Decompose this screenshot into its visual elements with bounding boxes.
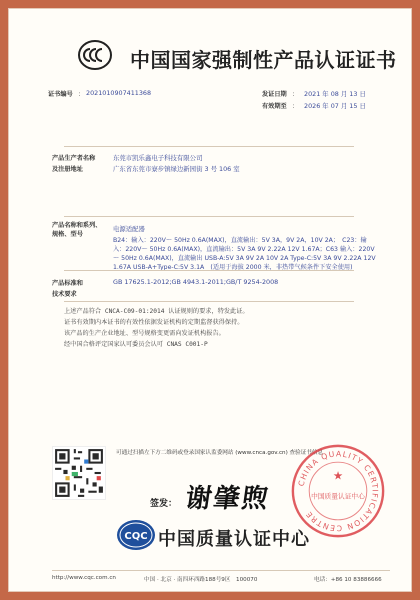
separator-line <box>64 216 354 217</box>
footer-address: 中国 · 北京 · 南四环西路188号9区 100070 <box>144 577 258 583</box>
seal-ring-text: CHINA QUALITY CERTIFICATION CENTRE <box>296 449 380 533</box>
standard-label-line2: 技术要求 <box>52 291 77 298</box>
footer-website[interactable]: http://www.cqc.com.cn <box>52 575 116 581</box>
note-line: 经中国合格评定国家认可委员会认可 CNAS C001-P <box>64 341 208 348</box>
note-line: 证书有效期内本证书的有效性依据发证机构的定期监督获得保持。 <box>64 319 244 326</box>
verify-text: 可通过扫描左下方二维码或登录国家认监委网站 (www.cnca.gov.cn) 查验证书信息 <box>116 450 324 456</box>
cert-no-value: 2021010907411368 <box>86 89 152 97</box>
signature-label: 签发： <box>150 499 178 509</box>
cqc-logo-icon <box>116 518 156 552</box>
seal-inner-text: 中国质量认证中心 <box>311 492 365 501</box>
note-line: 该产品的生产企业地址、型号规格变更需向发证机构报告。 <box>64 330 225 337</box>
signature: 谢肇煦 <box>183 484 272 514</box>
note-line: 上述产品符合 CNCA-C09-01:2014 认证规则的要求，特发此证。 <box>64 308 249 315</box>
footer-phone: 电话：+86 10 83886666 <box>314 577 382 583</box>
issue-date-label: 发证日期 <box>262 91 287 98</box>
certificate-paper <box>8 8 412 592</box>
qr-code-icon[interactable] <box>52 446 106 500</box>
separator-line <box>64 270 354 271</box>
product-name-value: 电源适配器 <box>113 225 145 233</box>
issue-date-colon: ： <box>292 91 299 98</box>
certificate-title: 中国国家强制性产品认证证书 <box>130 48 397 72</box>
separator-line <box>64 301 354 302</box>
product-label-line1: 产品名称和系列、 <box>52 222 102 229</box>
product-label-line2: 规格、型号 <box>52 231 83 238</box>
ccc-logo-icon <box>78 40 112 70</box>
address-label: 及注册地址 <box>52 166 83 173</box>
expire-date-value: 2026 年 07 月 15 日 <box>304 102 366 110</box>
org-name: 中国质量认证中心 <box>158 529 310 550</box>
cert-no-label: 证书编号 <box>48 91 73 98</box>
product-spec-description: B24：输入：220V～ 50Hz 0.6A(MAX)，直流输出：5V 3A，9V 2A，10V 2A； C23：输入：220V～ 50Hz 0.6A(MAX)，直流输出：5V 3A 9V 2.22A 12V 1.67A；C63 输入：220V～ 50Hz 0.6A(MAX)，直流输出 USB-A:5V 3A 9V 2A 10V 2A Type-C:5V 3A 9V 2.22A 12V 1.67A USB-A+Type-C:5V 3.1A (适用于海拔 2000 米，非热带气候条件下安全使用) <box>113 237 376 271</box>
cqc-logo-text: CQC <box>124 531 148 542</box>
address-value: 广东省东莞市寮步镇绿边新园街 3 号 106 室 <box>113 165 240 173</box>
standard-label-line1: 产品标准和 <box>52 280 83 287</box>
svg-text:★: ★ <box>332 468 344 483</box>
producer-label: 产品生产者名称 <box>52 155 96 162</box>
certificate-header <box>8 36 412 76</box>
separator-line <box>64 146 354 147</box>
certificate-footer <box>52 570 390 583</box>
issue-date-value: 2021 年 08 月 13 日 <box>304 90 366 98</box>
cert-no-colon: ： <box>78 91 85 98</box>
expire-date-label: 有效期至 <box>262 103 287 110</box>
expire-date-colon: ： <box>292 103 299 110</box>
standard-value: GB 17625.1-2012;GB 4943.1-2011;GB/T 9254-2008 <box>113 278 279 286</box>
producer-value: 东莞市凯乐鑫电子科技有限公司 <box>113 154 203 162</box>
